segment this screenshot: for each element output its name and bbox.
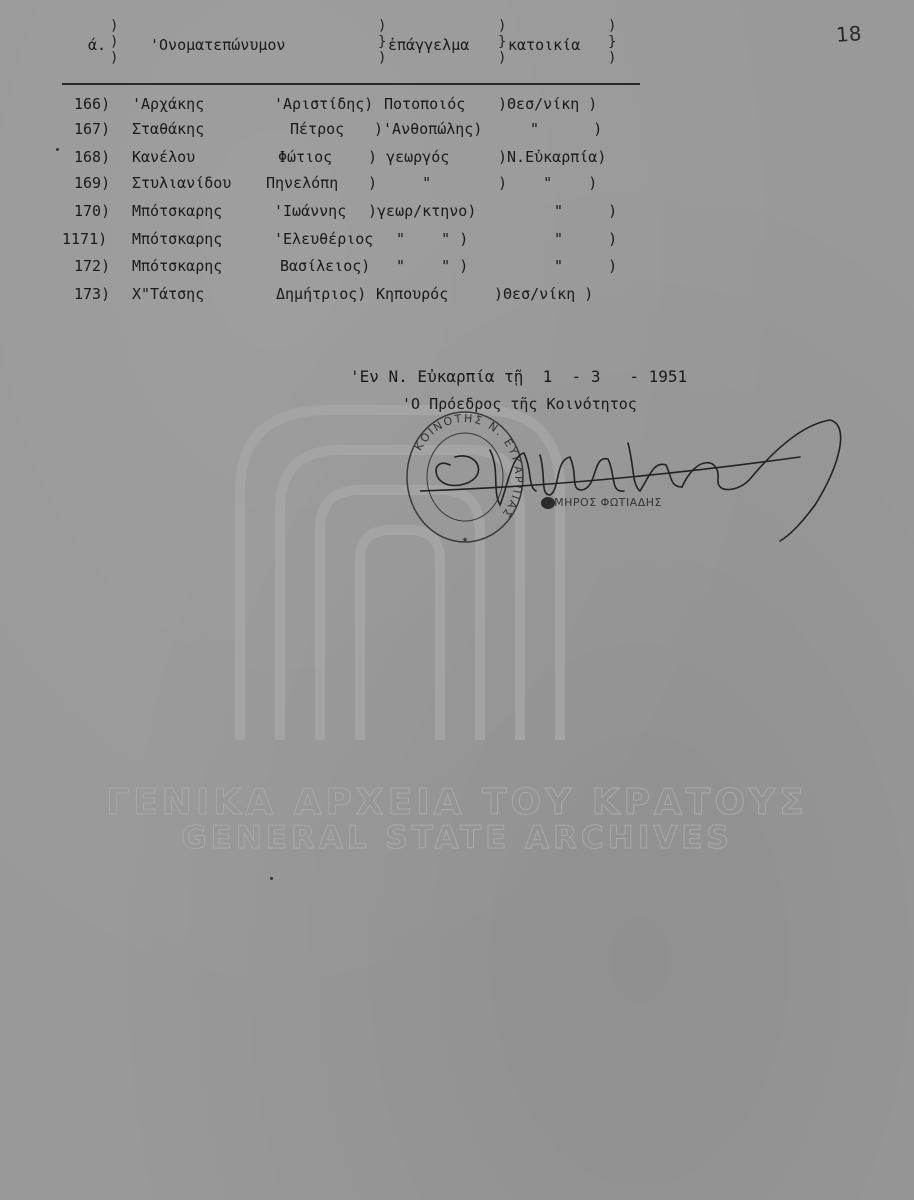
row-residence: )Θεσ/νίκη ) xyxy=(498,95,598,113)
row-residence: " ) xyxy=(554,230,618,248)
header-col-residence: κατοικία xyxy=(508,36,581,54)
table-row xyxy=(70,174,670,198)
row-residence: )Ν.Εὐκαρπία) xyxy=(498,148,607,166)
svg-text:★: ★ xyxy=(461,534,469,545)
signatory-title: 'Ο Πρόεδρος τῆς Κοινότητος xyxy=(402,395,637,413)
row-profession: ) " xyxy=(368,174,432,192)
page-number: 18 xyxy=(835,21,863,47)
table-row xyxy=(70,285,670,309)
row-surname: Μπότσκαρης xyxy=(132,230,223,248)
row-surname: Μπότσκαρης xyxy=(132,202,223,220)
row-surname: Στυλιανίδου xyxy=(132,174,232,192)
row-residence: " ) xyxy=(530,120,603,138)
header-col-number: ά. xyxy=(88,36,107,54)
row-surname: Κανέλου xyxy=(132,148,196,166)
row-profession: )'Ανθοπώλης) xyxy=(374,120,483,138)
row-profession: " " ) xyxy=(396,230,469,248)
row-given-name: Πέτρος xyxy=(290,120,345,138)
seal-text: ΚΟΙΝΟΤΗΣ Ν. ΕΥΚΑΡΠΙΑΣ xyxy=(411,411,526,522)
stamp-name: ΟΜΗΡΟΣ ΦΩΤΙΑΔΗΣ xyxy=(545,496,662,509)
row-number: 166) xyxy=(74,95,111,113)
row-residence: " ) xyxy=(554,202,618,220)
header-brace: ) ) ) xyxy=(110,18,119,66)
header-brace: ) } ) xyxy=(498,18,507,66)
row-profession: Κηπουρός xyxy=(376,285,449,303)
row-surname: 'Αρχάκης xyxy=(132,95,205,113)
row-residence: " ) xyxy=(554,257,618,275)
row-number: 170) xyxy=(74,202,111,220)
row-given-name: Πηνελόπη xyxy=(266,174,339,192)
table-row xyxy=(70,120,670,144)
header-col-name: 'Ονοματεπώνυμον xyxy=(150,36,286,54)
row-given-name: Δημήτριος) xyxy=(276,285,367,303)
row-residence: )Θεσ/νίκη ) xyxy=(494,285,594,303)
row-surname: Μπότσκαρης xyxy=(132,257,223,275)
row-number: 1171) xyxy=(62,230,108,248)
row-number: 173) xyxy=(74,285,111,303)
row-number: 169) xyxy=(74,174,111,192)
signature xyxy=(420,395,860,555)
row-surname: Σταθάκης xyxy=(132,120,205,138)
row-surname: Χ"Τάτσης xyxy=(132,285,205,303)
row-given-name: Φώτιος xyxy=(278,148,333,166)
row-number: 168) xyxy=(74,148,111,166)
watermark-line-2: GENERAL STATE ARCHIVES xyxy=(181,820,733,856)
row-number: 172) xyxy=(74,257,111,275)
row-residence: ) " ) xyxy=(498,174,598,192)
row-given-name: 'Ιωάννης xyxy=(274,202,347,220)
row-profession: Ποτοποιός xyxy=(384,95,466,113)
table-row xyxy=(62,230,670,254)
table-row xyxy=(70,95,670,119)
paper-speck xyxy=(270,877,273,880)
header-brace: ) } ) xyxy=(378,18,387,66)
table-row xyxy=(70,148,670,172)
row-number: 167) xyxy=(74,120,111,138)
row-given-name: 'Αριστίδης) xyxy=(274,95,374,113)
row-given-name: 'Ελευθέριος xyxy=(274,230,374,248)
table-row xyxy=(70,202,670,226)
paper-speck xyxy=(56,148,59,151)
row-profession: ) γεωργός xyxy=(368,148,450,166)
row-profession: )γεωρ/κτηνο) xyxy=(368,202,477,220)
table-row xyxy=(70,257,670,281)
place-and-date: 'Εν Ν. Εὐκαρπία τῇ 1 - 3 - 1951 xyxy=(350,367,688,386)
header-col-profession: ἐπάγγελμα xyxy=(388,36,470,54)
header-rule xyxy=(62,83,640,85)
row-given-name: Βασίλειος) xyxy=(280,257,371,275)
watermark-line-1: ΓΕΝΙΚΑ ΑΡΧΕΙΑ ΤΟΥ ΚΡΑΤΟΥΣ xyxy=(106,782,808,823)
row-profession: " " ) xyxy=(396,257,469,275)
header-brace: ) } ) xyxy=(608,18,617,66)
